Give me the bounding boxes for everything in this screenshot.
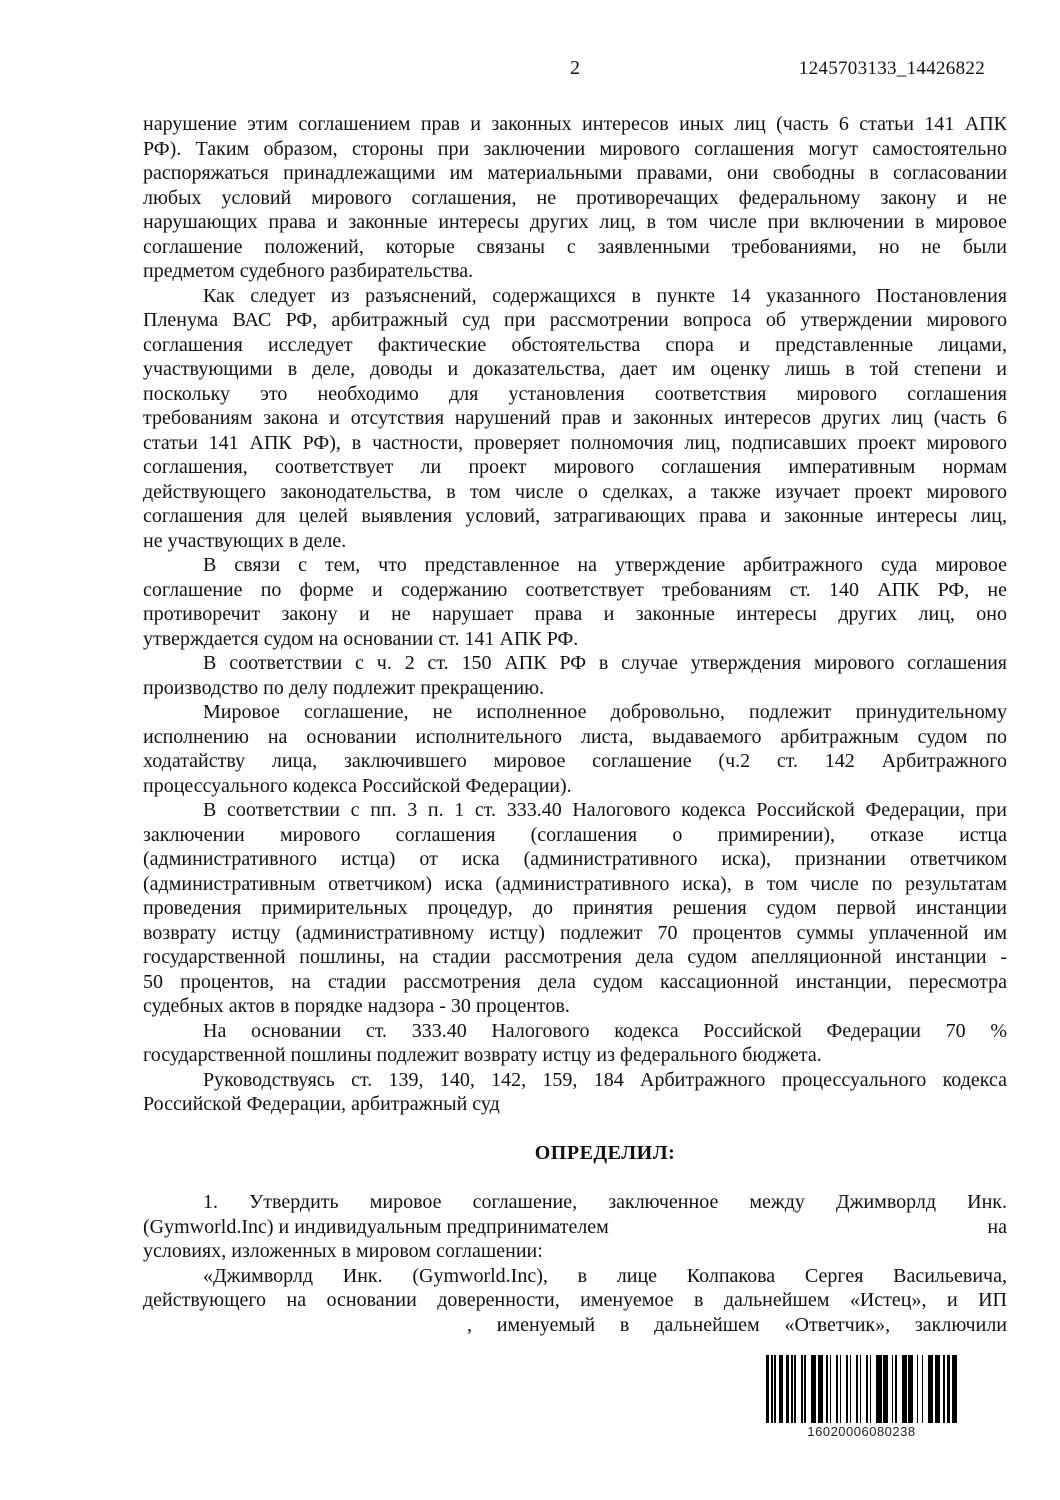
paragraph <box>143 1068 1007 1117</box>
paragraph <box>143 1264 1007 1338</box>
text-line: государственной пошлины, на стадии рассмотрения дела судом апелляционной инстанции - <box>143 946 1007 968</box>
text-line: Российской Федерации, арбитражный суд <box>143 1093 500 1115</box>
text-line: действующего на основании доверенности, именуемое в дальнейшем «Истец», и ИП <box>143 1289 1007 1311</box>
text-line: проведения примирительных процедур, до принятия решения судом первой инстанции <box>143 897 1007 919</box>
text-line: действующего законодательства, в том числе о сделках, а также изучает проект мирового <box>143 480 1007 503</box>
text-line: В соответствии с ч. 2 ст. 150 АПК РФ в случае утверждения мирового соглашения <box>203 652 1007 674</box>
barcode-number: 16020006080238 <box>807 1424 916 1439</box>
paragraph <box>143 112 1007 284</box>
text-line: статьи 141 АПК РФ), в частности, проверяет полномочия лиц, подписавших проект мирового <box>143 431 1007 454</box>
text-line: предметом судебного разбирательства. <box>143 260 474 282</box>
text-line: государственной пошлины подлежит возврату истцу из федерального бюджета. <box>143 1044 822 1066</box>
paragraph <box>143 553 1007 651</box>
text-line: любых условий мирового соглашения, не противоречащих федеральному закону и не <box>143 186 1007 209</box>
paragraph <box>143 798 1007 1019</box>
paragraph <box>143 651 1007 700</box>
text-segment: на <box>987 1215 1007 1238</box>
operative-paragraphs <box>143 1190 1007 1337</box>
text-segment: (Gymworld.Inc) и индивидуальным предпринимателем <box>143 1215 609 1238</box>
text-line: Мировое соглашение, не исполненное добровольно, подлежит принудительному <box>203 701 1007 723</box>
text-line: возврату истцу (административному истцу) подлежит 70 процентов суммы уплаченной им <box>143 921 1007 944</box>
text-line: распоряжаться принадлежащими им материальными правами, они свободны в согласовании <box>143 162 1007 184</box>
text-line: 50 процентов, на стадии рассмотрения дела судом кассационной инстанции, пересмотра <box>143 970 1007 993</box>
text-line: соглашение по форме и содержанию соответствует требованиям ст. 140 АПК РФ, не <box>143 578 1007 601</box>
text-line: условиях, изложенных в мировом соглашении: <box>143 1240 543 1262</box>
text-line: На основании ст. 333.40 Налогового кодекса Российской Федерации 70 % <box>203 1019 1007 1042</box>
text-line: требованиям закона и отсутствия нарушений прав и законных интересов других лиц (часть 6 <box>143 407 1007 429</box>
text-line: Руководствуясь ст. 139, 140, 142, 159, 184 Арбитражного процессуального кодекса <box>203 1068 1007 1091</box>
operative-heading: ОПРЕДЕЛИЛ: <box>534 1142 676 1164</box>
text-line: соглашения исследует фактические обстоятельства спора и представленные лицами, <box>143 333 1007 356</box>
text-line: нарушающих права и законные интересы других лиц, в том числе при включении в мировое <box>143 211 1007 233</box>
barcode-bar <box>954 1355 957 1423</box>
text-line: исполнению на основании исполнительного листа, выдаваемого арбитражным судом по <box>143 725 1007 748</box>
text-line: «Джимворлд Инк. (Gymworld.Inc), в лице Колпакова Сергея Васильевича, <box>203 1264 1007 1287</box>
text-line: РФ). Таким образом, стороны при заключении мирового соглашения могут самостоятельно <box>143 137 1007 160</box>
text-line: заключении мирового соглашения (соглашения о примирении), отказе истца <box>143 823 1007 846</box>
text-line: В связи с тем, что представленное на утверждение арбитражного суда мировое <box>203 554 1007 576</box>
document-id: 1245703133_14426822 <box>798 58 985 79</box>
text-line: процессуального кодекса Российской Федерации). <box>143 774 572 797</box>
text-line: (административным ответчиком) иска (административного иска), в том числе по результатам <box>143 872 1007 895</box>
text-line: судебных актов в порядке надзора - 30 процентов. <box>143 995 570 1017</box>
text-line: соглашения, соответствует ли проект мирового соглашения императивным нормам <box>143 456 1007 478</box>
text-line: В соответствии с пп. 3 п. 1 ст. 333.40 Налогового кодекса Российской Федерации, при <box>203 799 1007 821</box>
text-line <box>143 1215 1007 1240</box>
text-line: 1. Утвердить мировое соглашение, заключенное между Джимворлд Инк. <box>203 1191 1007 1213</box>
text-line: ходатайству лица, заключившего мировое соглашение (ч.2 ст. 142 Арбитражного <box>143 750 1007 772</box>
barcode <box>766 1355 957 1423</box>
text-line: нарушение этим соглашением прав и законных интересов иных лиц (часть 6 статьи 141 АПК <box>143 113 1007 135</box>
text-line: Как следует из разъяснений, содержащихся в пункте 14 указанного Постановления <box>203 284 1007 307</box>
text-line: Пленума ВАС РФ, арбитражный суд при рассмотрении вопроса об утверждении мирового <box>143 309 1007 331</box>
text-line: соглашение положений, которые связаны с заявленными требованиями, но не были <box>143 235 1007 258</box>
paragraph <box>143 1019 1007 1068</box>
text-line: производство по делу подлежит прекращению. <box>143 676 545 699</box>
text-line: не участвующих в деле. <box>143 529 347 552</box>
paragraph <box>143 284 1007 554</box>
text-line: утверждается судом на основании ст. 141 АПК РФ. <box>143 627 579 650</box>
text-line: поскольку это необходимо для установления соответствия мирового соглашения <box>143 382 1007 405</box>
main-paragraphs <box>143 112 1007 1117</box>
paragraph <box>143 700 1007 798</box>
document-body <box>143 112 1007 1337</box>
page-number: 2 <box>570 57 580 79</box>
text-line: соглашения для целей выявления условий, затрагивающих права и законные интересы лиц, <box>143 505 1007 527</box>
text-line: (административного истца) от иска (административного иска), признании ответчиком <box>143 848 1007 870</box>
text-line: , именуемый в дальнейшем «Ответчик», заключили <box>467 1313 1007 1336</box>
paragraph <box>143 1190 1007 1264</box>
text-line: противоречит закону и не нарушает права и законные интересы других лиц, оно <box>143 603 1007 625</box>
text-line: участвующими в деле, доводы и доказательства, дает им оценку лишь в той степени и <box>143 358 1007 380</box>
